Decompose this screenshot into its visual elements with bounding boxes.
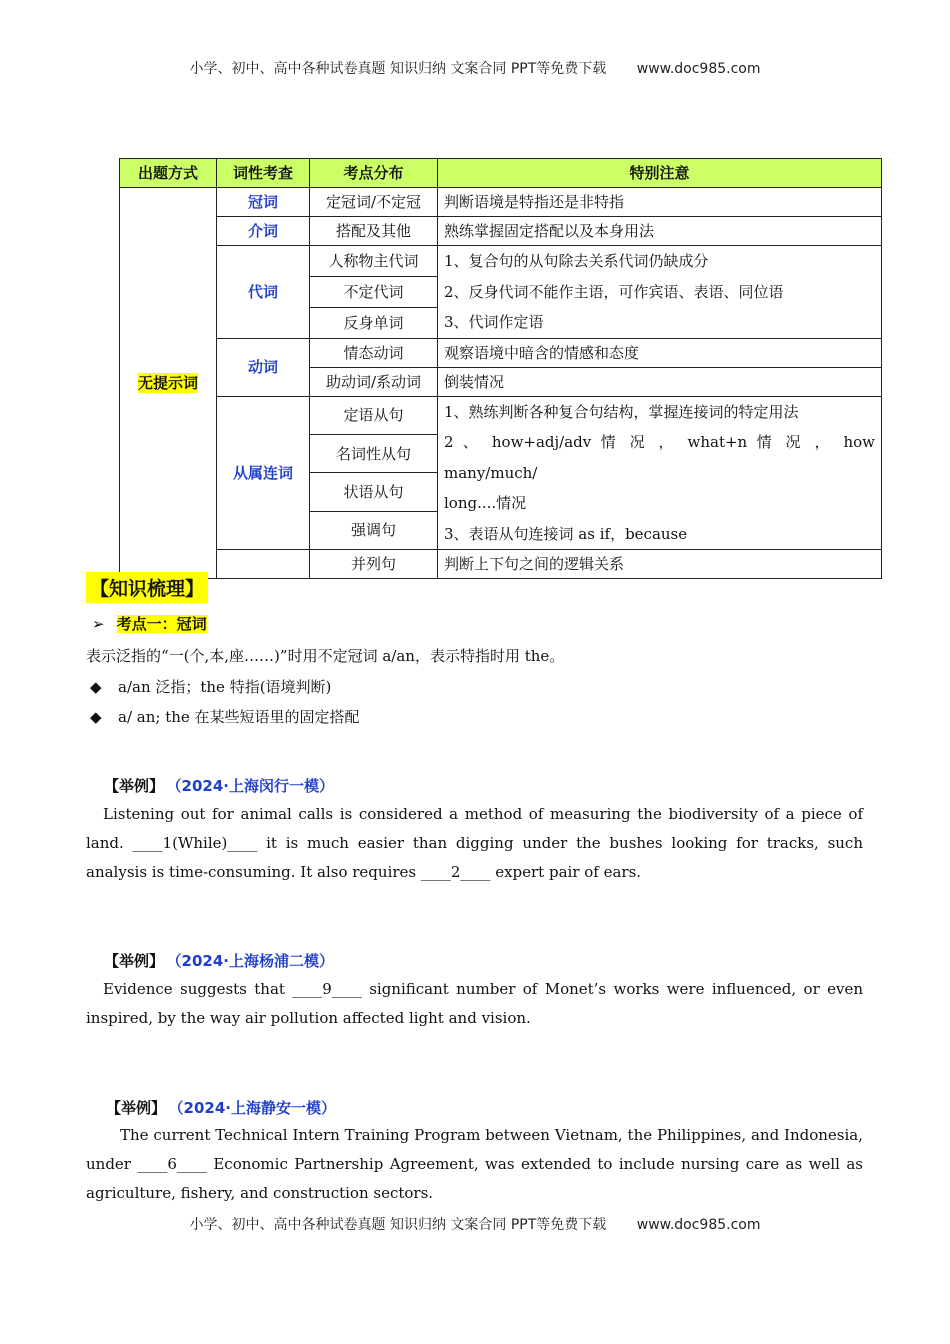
example-3-source: （2024·上海静安一模） (176, 1099, 336, 1117)
example-2-source: （2024·上海杨浦二模） (174, 952, 334, 970)
bullet-text-1: a/an 泛指；the 特指(语境判断) (118, 678, 332, 696)
summary-table (119, 158, 882, 579)
main-category-cell (120, 188, 217, 579)
point-conjunction-4: 强调句 (310, 511, 438, 549)
note-conjunction (438, 396, 882, 550)
diamond-bullet-icon: ◆ (90, 678, 102, 696)
footer-url[interactable]: www.doc985.com (636, 1217, 761, 1233)
table-row-coordinate (120, 550, 882, 579)
point-title (92, 613, 207, 634)
point-coordinate: 并列句 (310, 550, 438, 579)
note-pronoun (438, 246, 882, 339)
table-row-verb-1 (120, 338, 882, 367)
example-2-title (104, 950, 334, 971)
header-points: 考点分布 (310, 159, 438, 188)
example-3-label: 【举例】 (106, 1099, 167, 1117)
example-3-title (106, 1097, 336, 1118)
note-conjunction-3: long....情况 (444, 494, 527, 512)
table-row-article (120, 188, 882, 217)
page-footer (0, 1214, 950, 1234)
category-conjunction: 从属连词 (217, 396, 310, 550)
note-conjunction-1: 1、熟练判断各种复合句结构，掌握连接词的特定用法 (444, 402, 799, 421)
example-2-label: 【举例】 (104, 952, 165, 970)
note-verb-1: 观察语境中暗含的情感和态度 (438, 338, 882, 367)
bullet-text-2: a/ an; the 在某些短语里的固定搭配 (118, 708, 360, 726)
point-verb-1: 情态动词 (310, 338, 438, 367)
header-notes: 特别注意 (438, 159, 882, 188)
note-pronoun-1: 1、复合句的从句除去关系代词仍缺成分 (444, 252, 709, 270)
intro-text: 表示泛指的“一(个,本,座……)”时用不定冠词 a/an，表示特指时用 the。 (86, 647, 565, 665)
category-article: 冠词 (217, 188, 310, 217)
point-pronoun-2: 不定代词 (310, 276, 438, 307)
header-url[interactable]: www.doc985.com (636, 61, 761, 77)
note-conjunction-2: 2 、 how+adj/adv 情 况 ， what+n 情 况 ， how many/much/ (444, 433, 875, 482)
bullet-item-2 (90, 706, 360, 727)
point-preposition: 搭配及其他 (310, 217, 438, 246)
category-preposition: 介词 (217, 217, 310, 246)
point-verb-2: 助动词/系动词 (310, 367, 438, 396)
note-pronoun-2: 2、反身代词不能作主语，可作宾语、表语、同位语 (444, 282, 784, 301)
category-verb: 动词 (217, 338, 310, 396)
table-row-preposition (120, 217, 882, 246)
point-article: 定冠词/不定冠 (310, 188, 438, 217)
category-coordinate-empty (217, 550, 310, 579)
example-1-label: 【举例】 (104, 777, 165, 795)
section-title: 【知识梳理】 (86, 572, 208, 603)
example-1-title (104, 775, 334, 796)
table-row-conjunction-1 (120, 396, 882, 434)
arrow-icon: ➢ (92, 615, 105, 633)
note-conjunction-4: 3、表语从句连接词 as if，because (444, 524, 688, 543)
note-pronoun-3: 3、代词作定语 (444, 313, 544, 331)
header-pos: 词性考查 (217, 159, 310, 188)
point-pronoun-3: 反身单词 (310, 307, 438, 338)
diamond-bullet-icon: ◆ (90, 708, 102, 726)
note-coordinate: 判断上下句之间的逻辑关系 (438, 550, 882, 579)
note-verb-2: 倒装情况 (438, 367, 882, 396)
note-article: 判断语境是特指还是非特指 (438, 188, 882, 217)
point-conjunction-3: 状语从句 (310, 473, 438, 511)
bullet-item-1 (90, 676, 331, 697)
point-conjunction-1: 定语从句 (310, 396, 438, 434)
point-title-text: 考点一：冠词 (116, 615, 207, 633)
page-header (0, 58, 950, 78)
example-2-text: Evidence suggests that ____9____ significant number of Monet’s works were influenced, or even inspired, by the way air pollution affected light and vision. (86, 980, 863, 1027)
point-pronoun-1: 人称物主代词 (310, 246, 438, 277)
category-pronoun: 代词 (217, 246, 310, 339)
main-category: 无提示词 (137, 374, 198, 392)
table-header-row (120, 159, 882, 188)
header-text: 小学、初中、高中各种试卷真题 知识归纳 文案合同 PPT等免费下载 (189, 61, 607, 77)
point-conjunction-2: 名词性从句 (310, 434, 438, 472)
table-row-pronoun-1 (120, 246, 882, 277)
header-method: 出题方式 (120, 159, 217, 188)
example-1-text: Listening out for animal calls is considered a method of measuring the biodiversity of a piece of land. ____1(While)____ it is much easier than digging under the bushes looking for tracks, such analysis is time-consuming. It also requires ____2____ expert pair of ears. (86, 805, 863, 881)
footer-text: 小学、初中、高中各种试卷真题 知识归纳 文案合同 PPT等免费下载 (189, 1217, 607, 1233)
example-1-source: （2024·上海闵行一模） (174, 777, 334, 795)
note-preposition: 熟练掌握固定搭配以及本身用法 (438, 217, 882, 246)
example-3-text: The current Technical Intern Training Program between Vietnam, the Philippines, and Indonesia, under ____6____ Economic Partnership Agreement, was extended to include nursing care as well as agriculture, fishery, and construction sectors. (86, 1126, 863, 1202)
